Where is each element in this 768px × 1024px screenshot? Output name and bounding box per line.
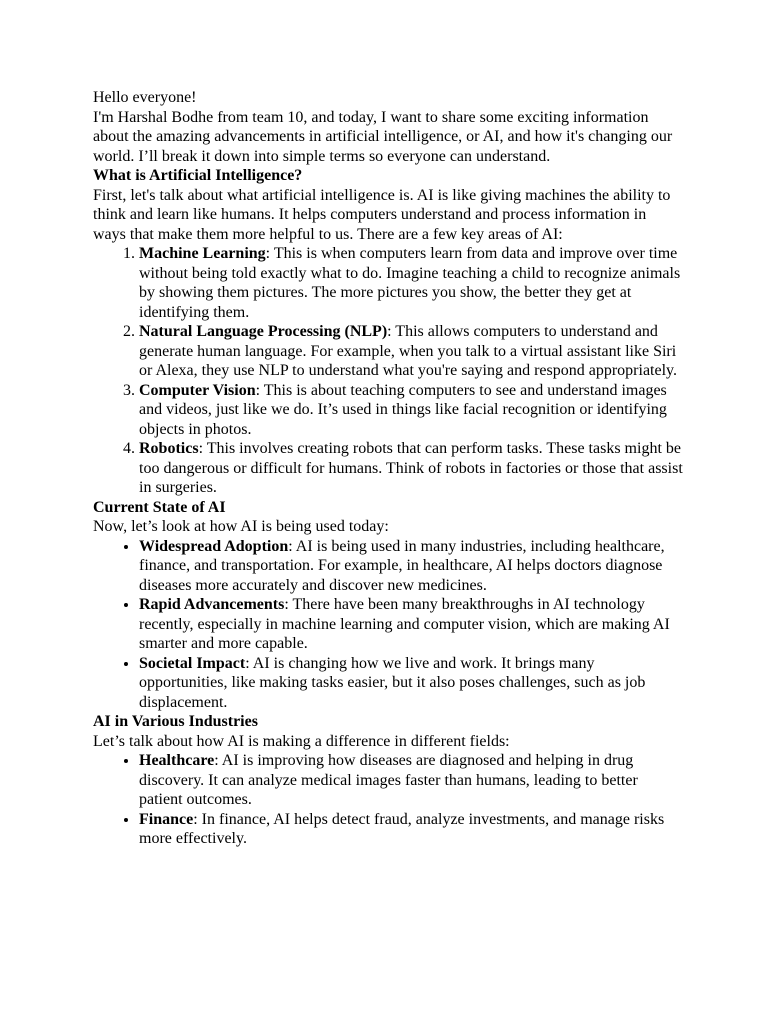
document-page bbox=[93, 88, 683, 849]
list-item-term: Healthcare bbox=[139, 752, 215, 769]
list-item-term: Rapid Advancements bbox=[139, 596, 285, 613]
list-item-term: Natural Language Processing (NLP) bbox=[139, 323, 388, 340]
list-item-text: : There have been many breakthroughs in AI technology recently, especially in machine learning and computer vision, which are making AI smarter and more capable. bbox=[139, 596, 670, 652]
list-item bbox=[139, 595, 683, 654]
list-item bbox=[139, 537, 683, 596]
list-item-term: Computer Vision bbox=[139, 381, 256, 399]
ai-key-areas-list bbox=[93, 244, 683, 498]
what-is-ai-paragraph: First, let's talk about what artificial intelligence is. AI is like giving machines the ability to think and learn like humans. It helps computers understand and process information in ways that make them more helpful to us. There are a few key areas of AI: bbox=[93, 186, 671, 243]
intro-paragraph: I'm Harshal Bodhe from team 10, and today, I want to share some exciting information about the amazing advancements in artificial intelligence, or AI, and how it's changing our world. I’ll break it down into simple terms so everyone can understand. bbox=[93, 108, 673, 165]
heading-current-state: Current State of AI bbox=[93, 498, 226, 516]
list-item-term: Finance bbox=[139, 810, 194, 828]
list-item-text: : In finance, AI helps detect fraud, analyze investments, and manage risks more effectively. bbox=[139, 810, 665, 847]
list-item bbox=[139, 244, 683, 322]
list-item bbox=[139, 654, 683, 713]
greeting: Hello everyone! bbox=[93, 89, 197, 106]
list-item-text: : This allows computers to understand and generate human language. For example, when you talk to a virtual assistant like Siri or Alexa, they use NLP to understand what you're saying and respond appropriately. bbox=[139, 323, 678, 379]
list-item bbox=[139, 810, 683, 849]
list-item-text: : This involves creating robots that can perform tasks. These tasks might be too dangerous or difficult for humans. Think of robots in factories or those that assist in surgeries. bbox=[139, 440, 683, 496]
list-item bbox=[139, 439, 683, 498]
list-item-text: : AI is improving how diseases are diagnosed and helping in drug discovery. It can analyze medical images faster than humans, leading to better patient outcomes. bbox=[139, 752, 638, 808]
current-state-list bbox=[93, 537, 683, 713]
list-item bbox=[139, 751, 683, 810]
current-state-paragraph: Now, let’s look at how AI is being used today: bbox=[93, 518, 389, 535]
list-item bbox=[139, 322, 683, 381]
list-item bbox=[139, 381, 683, 440]
list-item-text: : AI is being used in many industries, including healthcare, finance, and transportation. For example, in healthcare, AI helps doctors diagnose diseases more accurately and discover new medicines. bbox=[139, 537, 665, 594]
list-item-text: : AI is changing how we live and work. It brings many opportunities, like making tasks easier, but it also poses challenges, such as job displacement. bbox=[139, 654, 646, 711]
list-item-text: : This is about teaching computers to see and understand images and videos, just like we do. It’s used in things like facial recognition or identifying objects in photos. bbox=[139, 381, 667, 438]
heading-industries: AI in Various Industries bbox=[93, 713, 258, 730]
list-item-text: : This is when computers learn from data and improve over time without being told exactly what to do. Imagine teaching a child to recognize animals by showing them pictures. The more pictures you show, the better they get at identifying them. bbox=[139, 245, 681, 321]
list-item-term: Societal Impact bbox=[139, 654, 246, 672]
list-item-term: Machine Learning bbox=[139, 245, 266, 262]
industries-list bbox=[93, 751, 683, 849]
list-item-term: Robotics bbox=[139, 440, 199, 457]
industries-paragraph: Let’s talk about how AI is making a difference in different fields: bbox=[93, 732, 510, 750]
heading-what-is-ai: What is Artificial Intelligence? bbox=[93, 167, 303, 184]
list-item-term: Widespread Adoption bbox=[139, 537, 289, 555]
